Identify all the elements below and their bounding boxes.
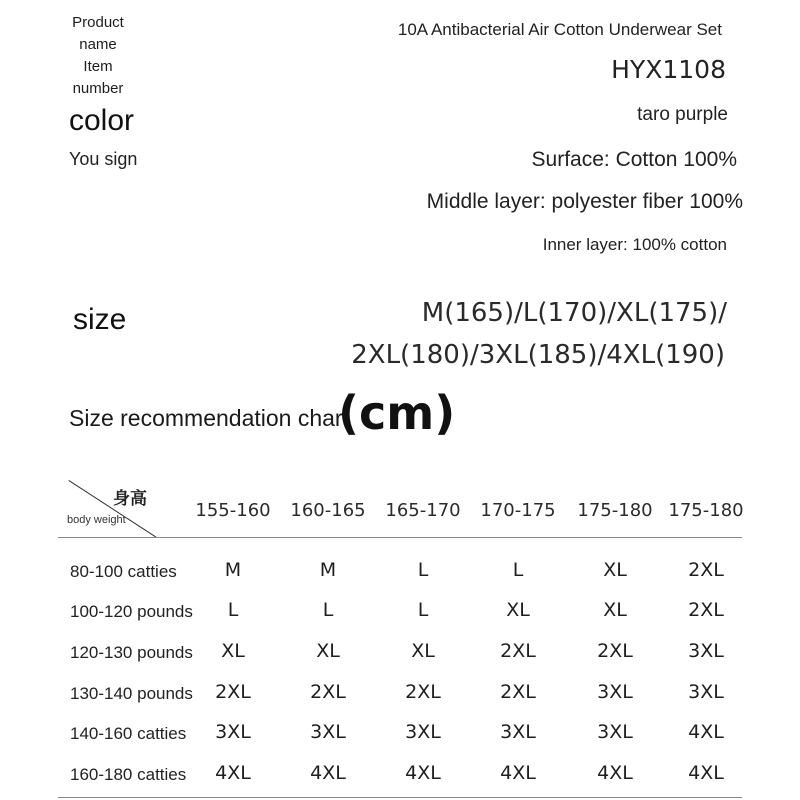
size-chart-unit: (cm) [338, 386, 456, 440]
table-cell: 4XL [405, 762, 441, 784]
table-cell: 2XL [310, 681, 346, 703]
size-chart-title: Size recommendation chart [69, 405, 349, 431]
column-header: 160-165 [290, 500, 366, 521]
table-cell: M [224, 559, 242, 581]
size-list-line-1: M(165)/L(170)/XL(175)/ [421, 298, 727, 328]
column-header: 165-170 [385, 500, 461, 521]
color-label: color [69, 104, 135, 137]
size-label: size [73, 303, 127, 336]
corner-weight-label: body weight [67, 514, 126, 526]
row-weight-label: 100-120 pounds [70, 602, 193, 621]
table-cell: 3XL [215, 721, 251, 743]
table-cell: XL [221, 640, 245, 662]
column-header: 175-180 [668, 500, 744, 521]
table-cell: XL [603, 559, 627, 581]
table-cell: XL [506, 599, 530, 621]
row-weight-label: 120-130 pounds [70, 643, 193, 662]
table-bottom-border [58, 797, 742, 798]
column-header: 175-180 [577, 500, 653, 521]
table-cell: 4XL [310, 762, 346, 784]
column-header: 155-160 [195, 500, 271, 521]
surface-material: Surface: Cotton 100% [531, 148, 737, 171]
table-cell: 4XL [597, 762, 633, 784]
item-number-label: Item number [72, 58, 124, 97]
table-cell: 4XL [500, 762, 536, 784]
table-cell: 3XL [688, 681, 724, 703]
table-cell: 2XL [500, 640, 536, 662]
middle-layer-material: Middle layer: polyester fiber 100% [426, 190, 743, 213]
color-value: taro purple [637, 104, 728, 125]
header-divider [58, 537, 742, 538]
inner-layer-material: Inner layer: 100% cotton [542, 235, 727, 254]
you-sign-label: You sign [69, 149, 138, 169]
table-cell: L [227, 599, 239, 621]
column-header: 170-175 [480, 500, 556, 521]
table-cell: 2XL [500, 681, 536, 703]
table-cell: M [319, 559, 337, 581]
item-number-value: HYX1108 [611, 55, 726, 84]
table-cell: 2XL [215, 681, 251, 703]
table-cell: 3XL [597, 681, 633, 703]
table-cell: L [512, 559, 524, 581]
table-cell: 3XL [597, 721, 633, 743]
table-cell: 4XL [688, 721, 724, 743]
corner-height-label: 身高 [113, 489, 147, 509]
product-name-value: 10A Antibacterial Air Cotton Underwear Set [397, 20, 722, 39]
table-cell: L [417, 559, 429, 581]
row-weight-label: 140-160 catties [70, 724, 187, 743]
table-cell: 4XL [215, 762, 251, 784]
row-weight-label: 160-180 catties [70, 765, 187, 784]
table-cell: XL [603, 599, 627, 621]
table-cell: 3XL [405, 721, 441, 743]
table-cell: L [417, 599, 429, 621]
table-cell: 2XL [688, 599, 724, 621]
table-cell: 2XL [597, 640, 633, 662]
table-cell: XL [411, 640, 435, 662]
row-weight-label: 130-140 pounds [70, 684, 193, 703]
table-cell: XL [316, 640, 340, 662]
row-weight-label: 80-100 catties [70, 562, 177, 581]
table-cell: 3XL [310, 721, 346, 743]
table-cell: 3XL [500, 721, 536, 743]
table-cell: 3XL [688, 640, 724, 662]
table-cell: 4XL [688, 762, 724, 784]
size-list-line-2: 2XL(180)/3XL(185)/4XL(190) [351, 340, 725, 370]
table-cell: 2XL [405, 681, 441, 703]
table-cell: L [322, 599, 334, 621]
product-name-label: Product name [72, 14, 124, 53]
table-cell: 2XL [688, 559, 724, 581]
